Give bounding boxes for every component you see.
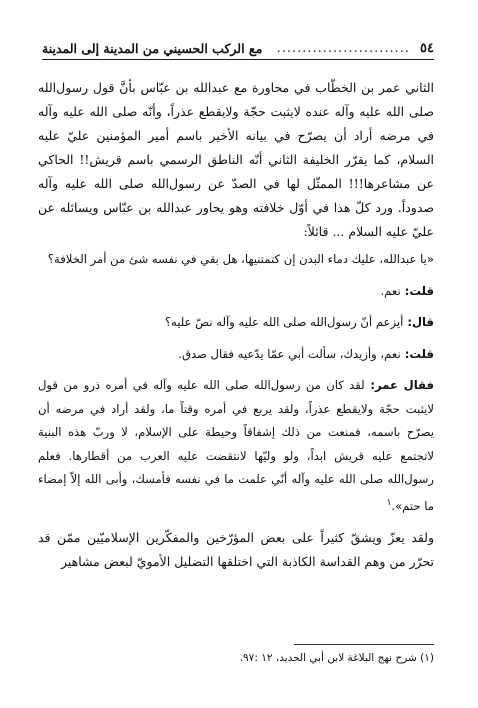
quote-text: «يا عبدالله، عليك دماء البدن إن كتمتنيها، هل بقي في نفسه شئ من أمر الخلافة؟	[47, 252, 434, 266]
footnote-divider	[294, 644, 434, 645]
running-header	[42, 34, 434, 60]
quote-line	[38, 343, 434, 367]
quote-line	[38, 374, 434, 518]
quote-text: نعم، وأزيدك، سألت أبي عمّا يدّعيه فقال صدق.	[178, 346, 401, 361]
quote-text: أيزعم أنّ رسول‌الله صلى الله عليه وآله نصّ عليه؟	[164, 315, 404, 329]
header-dots: ..........................	[276, 41, 411, 56]
quote-speaker: فقال عمر:	[364, 378, 434, 392]
quote-line	[38, 311, 434, 335]
opening-paragraph: الثاني عمر بن الخطّاب في محاورة مع عبدالله بن عبّاس بأنَّ قول رسول‌الله صلى الله عليه وآله عنده لايثبت حجّة ولايقطع عذراً، وأنّه صلى الله عليه وآله في مرضه أراد أن يصرّح في بيانه الأخير باسم أمير المؤمنين عليّ عليه السلام، كما يقرّر الخليفة الثاني أنّه الناطق الرسمي باسم قريش!! الحاكي عن مشاعرها!!! الممثّل لها في الصدّ عن رسول‌الله صلى الله عليه وآله صدوداً. ورد كلّ هذا في أوّل خلافته وهو يحاور عبدالله بن عبّاس ويسائله عن عليّ عليه السلام ... قائلاً:	[38, 80, 434, 239]
page-body	[38, 76, 434, 574]
book-title: مع الركب الحسيني من المدينة إلى المدينة	[42, 41, 263, 56]
closing-paragraph: ولقد يعزّ ويشقّ كثيراً على بعض المؤرّخين والمفكّرين الإسلاميّين ممّن قد تحرّر من وهم القداسة الكاذبة التي اختلقها التضليل الأمويّ لبعض مشاهير	[38, 529, 434, 569]
quote-speaker: قلت:	[400, 346, 434, 361]
quote-text: لقد كان من رسول‌الله صلى الله عليه وآله في أمره ذرو من قول لايثبت حجّة ولايقطع عذراً، ولقد يربع في أمره وقتاً ما، ولقد أراد في مرضه أن يصرّح باسمه، فمنعت من ذلك إشفاقاً وحيطة على الإسلام، لا وربّ هذه البنية لاتجتمع عليه قريش ابداً، ولو وليّها لانتقضت عليه العرب من أقطارها. فعلم رسول‌الله صلى الله عليه وآله أنّي علمت ما في نفسه فأمسك، وأبى الله إلاّ إمضاء ما حتم».	[38, 378, 434, 513]
footnote-marker: ١	[386, 497, 392, 508]
quoted-dialogue	[38, 248, 434, 518]
quote-line	[38, 248, 434, 272]
page-number: ٥٤	[420, 41, 434, 56]
quote-line	[38, 280, 434, 304]
quote-speaker: قلت:	[400, 283, 434, 298]
quote-text: نعم.	[380, 283, 401, 298]
quote-speaker: قال:	[403, 315, 434, 329]
footnote: (١) شرح نهج البلاغة لابن أبي الحديد، ١٢ :٩٧.	[239, 652, 434, 664]
